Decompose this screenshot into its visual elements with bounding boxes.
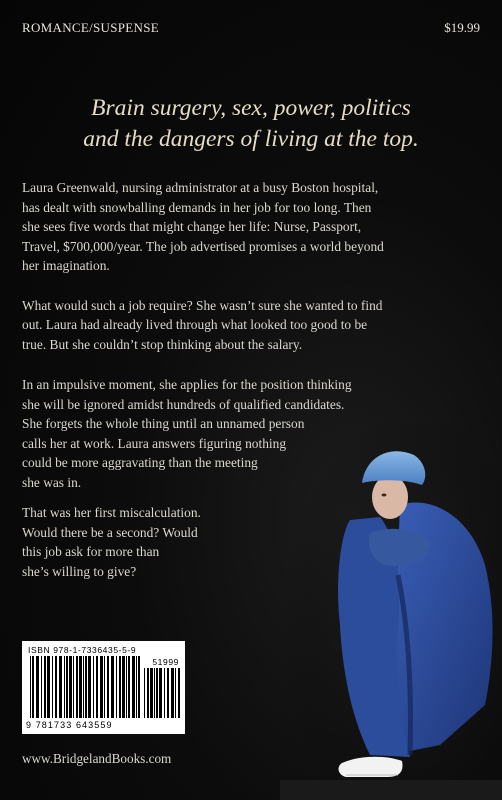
tagline-line-2: and the dangers of living at the top.: [83, 126, 419, 152]
barcode-bar: [119, 656, 121, 718]
barcode-bar: [171, 668, 174, 718]
blurb-line: she will be ignored amidst hundreds of qualified candidates.: [22, 396, 345, 412]
blurb-line: out. Laura had already lived through what looked too good to be: [22, 317, 368, 332]
tagline-line-1: Brain surgery, sex, power, politics: [91, 95, 411, 121]
barcode-bar: [164, 668, 165, 718]
barcode-bar: [132, 656, 135, 718]
barcode-bar: [55, 656, 57, 718]
blurb-line: That was her first miscalculation.: [22, 505, 201, 520]
barcode-bars: [30, 656, 140, 718]
barcode-bar: [85, 656, 87, 718]
barcode-bar: [44, 656, 46, 718]
tagline: [0, 93, 502, 155]
barcode-bar: [150, 668, 153, 718]
barcode-bar: [116, 656, 117, 718]
barcode-bar: [167, 668, 169, 718]
blurb-line: calls her at work. Laura answers figuring nothing: [22, 435, 287, 451]
barcode-bar: [64, 656, 65, 718]
barcode-bar: [88, 656, 91, 718]
barcode-bar: [136, 656, 137, 718]
isbn-number: ISBN 978-1-7336435-5-9: [28, 645, 137, 655]
barcode-bar: [47, 656, 50, 718]
blurb-line: she was in.: [22, 474, 82, 490]
barcode-bar: [79, 656, 82, 718]
barcode-bar: [76, 656, 78, 718]
blurb-line: true. But she couldn’t stop thinking about the salary.: [22, 336, 303, 352]
barcode-bar: [128, 656, 130, 718]
blurb-line: has dealt with snowballing demands in her job for too long. Then: [22, 199, 372, 215]
barcode-bar: [154, 668, 155, 718]
blurb-line: this job ask for more than: [22, 544, 160, 559]
blurb-line: Would there be a second? Would: [22, 524, 198, 540]
barcode-bar: [138, 656, 140, 718]
isbn-barcode: [22, 641, 185, 734]
blurb-line: She forgets the whole thing until an unnamed person: [22, 416, 305, 431]
barcode-bar: [69, 656, 72, 718]
blurb-paragraph-2: [22, 296, 482, 355]
price-label: $19.99: [444, 20, 480, 35]
barcode-bar: [156, 668, 158, 718]
barcode-bar: [41, 656, 42, 718]
barcode-bar: [96, 656, 98, 718]
blurb-upper: [22, 178, 482, 374]
barcode-bar: [73, 656, 74, 718]
barcode-bar: [36, 656, 39, 718]
barcode-bar: [104, 656, 105, 718]
blurb-line: In an impulsive moment, she applies for the position thinking: [22, 377, 352, 392]
blurb-line: Laura Greenwald, nursing administrator at a busy Boston hospital,: [22, 180, 379, 195]
barcode-bar: [100, 656, 103, 718]
barcode-bar: [111, 656, 114, 718]
barcode-bar: [147, 668, 149, 718]
barcode-price-code: 51999: [152, 657, 179, 667]
blurb-line: she sees five words that might change her life: Nurse, Passport,: [22, 219, 362, 234]
barcode-bar: [175, 668, 176, 718]
blurb-line: Travel, $700,000/year. The job advertised promises a world beyond: [22, 238, 384, 254]
barcode-bar: [30, 656, 31, 718]
publisher-website: www.BridgelandBooks.com: [22, 751, 172, 766]
barcode-bar: [59, 656, 62, 718]
barcode-addon-bars: [144, 668, 180, 718]
blurb-line: her imagination.: [22, 258, 110, 273]
ean-number: 9 781733 643559: [26, 720, 113, 730]
barcode-bar: [93, 656, 94, 718]
genre-label: ROMANCE/SUSPENSE: [22, 20, 159, 35]
blurb-line: What would such a job require? She wasn’t sure she wanted to find: [22, 297, 383, 313]
barcode-bar: [122, 656, 125, 718]
barcode-bar: [159, 668, 162, 718]
barcode-bar: [144, 668, 145, 718]
blurb-paragraph-3: [22, 375, 482, 492]
blurb-line: could be more aggravating than the meeting: [22, 455, 258, 470]
blurb-line: she’s willing to give?: [22, 563, 137, 579]
barcode-bar: [32, 656, 34, 718]
barcode-bar: [83, 656, 84, 718]
barcode-bar: [178, 668, 180, 718]
blurb-paragraph-1: [22, 178, 482, 276]
barcode-bar: [126, 656, 127, 718]
barcode-bar: [52, 656, 53, 718]
blurb-paragraph-4: [22, 503, 322, 581]
barcode-bar: [66, 656, 68, 718]
barcode-bar: [107, 656, 109, 718]
